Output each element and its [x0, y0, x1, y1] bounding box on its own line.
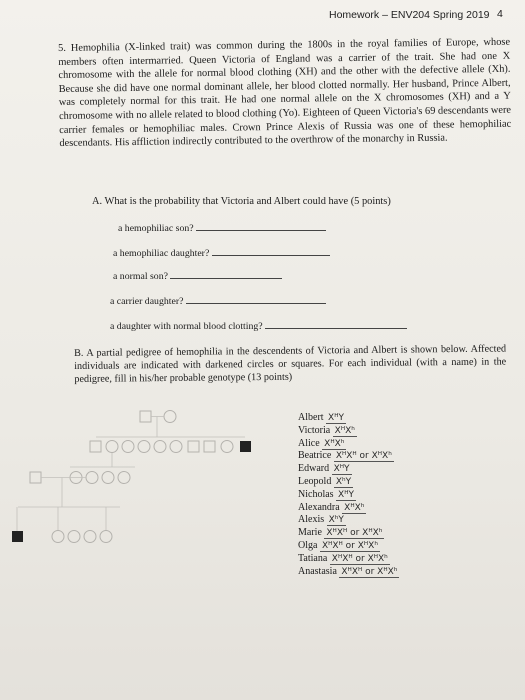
answer-blank[interactable]: [186, 293, 326, 304]
genotype-answer[interactable]: XᴴXᴴ or XᴴXʰ: [335, 451, 392, 462]
question-label: a hemophiliac daughter?: [113, 248, 210, 259]
pedigree-square: [90, 441, 101, 452]
pedigree-chart: [0, 405, 300, 575]
pedigree-circle: [154, 441, 166, 453]
genotype-row: Edward XᴴY: [298, 463, 350, 475]
genotype-row: Tatiana XᴴXᴴ or XᴴXʰ: [298, 552, 388, 564]
genotype-answer[interactable]: XᴴY: [328, 413, 344, 423]
pedigree-victoria-circle: [164, 411, 176, 423]
genotype-answer[interactable]: XᴴXʰ: [324, 438, 345, 449]
genotype-answer[interactable]: XᴴXʰ: [344, 502, 365, 513]
pedigree-anastasia-circle: [100, 531, 112, 543]
genotype-answer[interactable]: XᴴXᴴ or XᴴXʰ: [341, 566, 398, 577]
genotype-row: Leopold XʰY: [298, 475, 352, 487]
pedigree-albert-square: [140, 411, 151, 422]
genotype-row: Victoria XᴴXʰ: [298, 424, 355, 436]
question-carrier-daughter: [110, 293, 326, 307]
genotype-answer-list: [298, 412, 399, 578]
question-label: a daughter with normal blood clotting?: [110, 321, 263, 332]
question-label: a normal son?: [113, 271, 168, 282]
pedigree-olga-circle: [52, 531, 64, 543]
question-label: a hemophiliac son?: [118, 223, 194, 234]
answer-blank[interactable]: [196, 220, 326, 231]
genotype-answer[interactable]: XᴴXᴴ or XᴴXʰ: [326, 528, 383, 539]
genotype-row: Albert XᴴY: [298, 412, 344, 423]
pedigree-square: [30, 472, 41, 483]
question-hemophiliac-daughter: [113, 245, 330, 259]
pedigree-edward-square: [204, 441, 215, 452]
genotype-row: Alexis XʰY: [298, 514, 344, 526]
genotype-answer[interactable]: XᴴY: [333, 464, 350, 475]
question-hemophiliac-son: [118, 220, 326, 234]
genotype-answer[interactable]: XᴴXʰ: [334, 425, 355, 436]
pedigree-leopold-square-affected: [240, 441, 251, 452]
genotype-row: Alice XᴴXʰ: [298, 437, 345, 449]
pedigree-beatrice-circle: [221, 441, 233, 453]
question-normal-daughter: [110, 318, 407, 332]
pedigree-circle: [118, 472, 130, 484]
genotype-row: Alexandra XᴴXʰ: [298, 501, 365, 513]
section-b-instructions: B. A partial pedigree of hemophilia in the descendents of Victoria and Albert is shown below. Affected individuals are indicated with darkened circles or squares. For each individual (with a name) in the pedigree, fill in his/her probable genotype (13 points): [74, 343, 507, 386]
genotype-answer[interactable]: XᴴXᴴ or XᴴXʰ: [321, 540, 378, 551]
pedigree-circle: [122, 441, 134, 453]
pedigree-alexis-square-affected: [12, 531, 23, 542]
pedigree-circle: [138, 441, 150, 453]
page-number: 4: [497, 8, 503, 20]
pedigree-tatiana-circle: [68, 531, 80, 543]
pedigree-alice-circle: [106, 441, 118, 453]
problem-intro: 5. Hemophilia (X-linked trait) was common during the 1800s in the royal families of Europe, whose members often intermarried. Queen Victoria of England was a carrier of the trait. She had one X chromosome with the allele for normal blood clothing (XH) and the other with the defective allele (Xh). Because she did have one normal dominant allele, her blood clotted normally. Her husband, Prince Albert, was completely normal for this trait. He had one normal allele on the X chromosomes (XH) and a Y chromosome with no allele related to blood clothing (Yo). Eighteen of Queen Victoria's 69 descendants were carrier females or hemophiliac males. Crown Prince Alexis of Russia was one of these hemophiliac descendants. His affliction indirectly contributed to the overthrow of the monarchy in Russia.: [58, 36, 512, 150]
pedigree-alexandra-circle: [86, 472, 98, 484]
pedigree-square: [188, 441, 199, 452]
pedigree-circle: [170, 441, 182, 453]
answer-blank[interactable]: [170, 268, 282, 279]
answer-blank[interactable]: [212, 245, 330, 256]
answer-blank[interactable]: [265, 318, 407, 329]
genotype-answer[interactable]: XᴴY: [338, 489, 354, 500]
genotype-answer[interactable]: XᴴXᴴ or XᴴXʰ: [331, 553, 388, 564]
question-label: a carrier daughter?: [110, 296, 184, 307]
pedigree-circle: [102, 472, 114, 484]
section-a-question: A. What is the probability that Victoria and Albert could have (5 points): [92, 196, 391, 207]
genotype-answer[interactable]: XʰY: [335, 476, 352, 487]
genotype-answer[interactable]: XʰY: [328, 515, 344, 526]
genotype-row: Olga XᴴXᴴ or XᴴXʰ: [298, 539, 378, 551]
genotype-row: Beatrice XᴴXᴴ or XᴴXʰ: [298, 450, 392, 462]
header-title: Homework – ENV204 Spring 2019: [329, 9, 490, 21]
genotype-row: Marie XᴴXᴴ or XᴴXʰ: [298, 527, 383, 539]
genotype-row: Nicholas XᴴY: [298, 488, 354, 500]
genotype-row: Anastasia XᴴXᴴ or XᴴXʰ: [298, 565, 398, 577]
question-normal-son: [113, 268, 282, 282]
pedigree-marie-circle: [84, 531, 96, 543]
